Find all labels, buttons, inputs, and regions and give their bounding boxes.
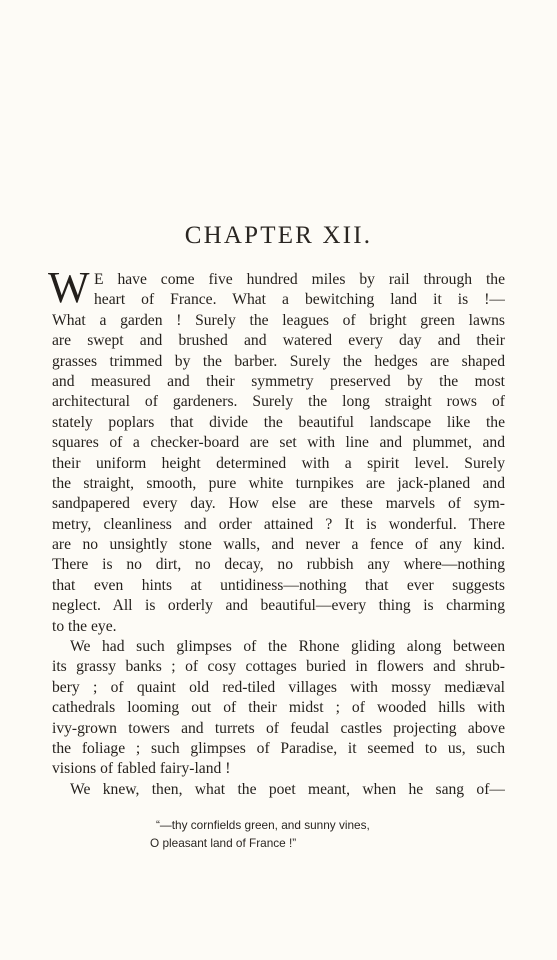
text-line: E have come five hundred miles by rail through the [94, 271, 505, 288]
quote-line: O pleasant land of France !” [150, 836, 297, 850]
text-line: grasses trimmed by the barber. Surely the hedges are shaped [52, 352, 505, 370]
text-line: bery ; of quaint old red-tiled villages with mossy mediæval [52, 678, 505, 696]
text-line: that even hints at untidiness—nothing that ever suggests [52, 576, 505, 594]
chapter-text [48, 263, 505, 800]
text-line: squares of a checker-board are set with line and plummet, and [52, 434, 505, 452]
text-line: their uniform height determined with a spirit level. Surely [52, 454, 505, 472]
text-line: We had such glimpses of the Rhone gliding along between [70, 638, 505, 656]
text-line: stately poplars that divide the beautiful landscape like the [52, 413, 505, 431]
verse-quotation [150, 816, 450, 852]
text-line: ivy-grown towers and turrets of feudal castles projecting above [52, 719, 505, 737]
text-line: neglect. All is orderly and beautiful—every thing is charming [52, 597, 505, 615]
text-line: visions of fabled fairy-land ! [52, 760, 231, 778]
text-line: sandpapered every day. How else are these marvels of sym- [52, 495, 505, 513]
text-line: the foliage ; such glimpses of Paradise, it seemed to us, such [52, 739, 505, 757]
text-line: What a garden ! Surely the leagues of bright green lawns [52, 311, 505, 329]
text-line: There is no dirt, no decay, no rubbish any where—nothing [52, 556, 505, 574]
text-line: are swept and brushed and watered every day and their [52, 332, 505, 350]
chapter-title: CHAPTER XII. [184, 222, 373, 249]
text-line: and measured and their symmetry preserved by the most [52, 372, 505, 390]
text-line: the straight, smooth, pure white turnpikes are jack-planed and [52, 474, 505, 492]
text-line: its grassy banks ; of cosy cottages buried in flowers and shrub- [52, 658, 505, 676]
text-line: We knew, then, what the poet meant, when he sang of— [70, 780, 505, 798]
text-line: cathedrals looming out of their midst ; of wooded hills with [52, 699, 505, 717]
text-line: architectural of gardeners. Surely the long straight rows of [52, 393, 505, 411]
text-line: are no unsightly stone walls, and never a fence of any kind. [52, 536, 505, 554]
text-line: heart of France. What a bewitching land it is !— [94, 291, 505, 309]
text-line: to the eye. [52, 617, 117, 635]
quote-line: “—thy cornfields green, and sunny vines, [156, 818, 370, 832]
text-line: metry, cleanliness and order attained ? It is wonderful. There [52, 515, 505, 533]
drop-cap: W [48, 263, 90, 312]
